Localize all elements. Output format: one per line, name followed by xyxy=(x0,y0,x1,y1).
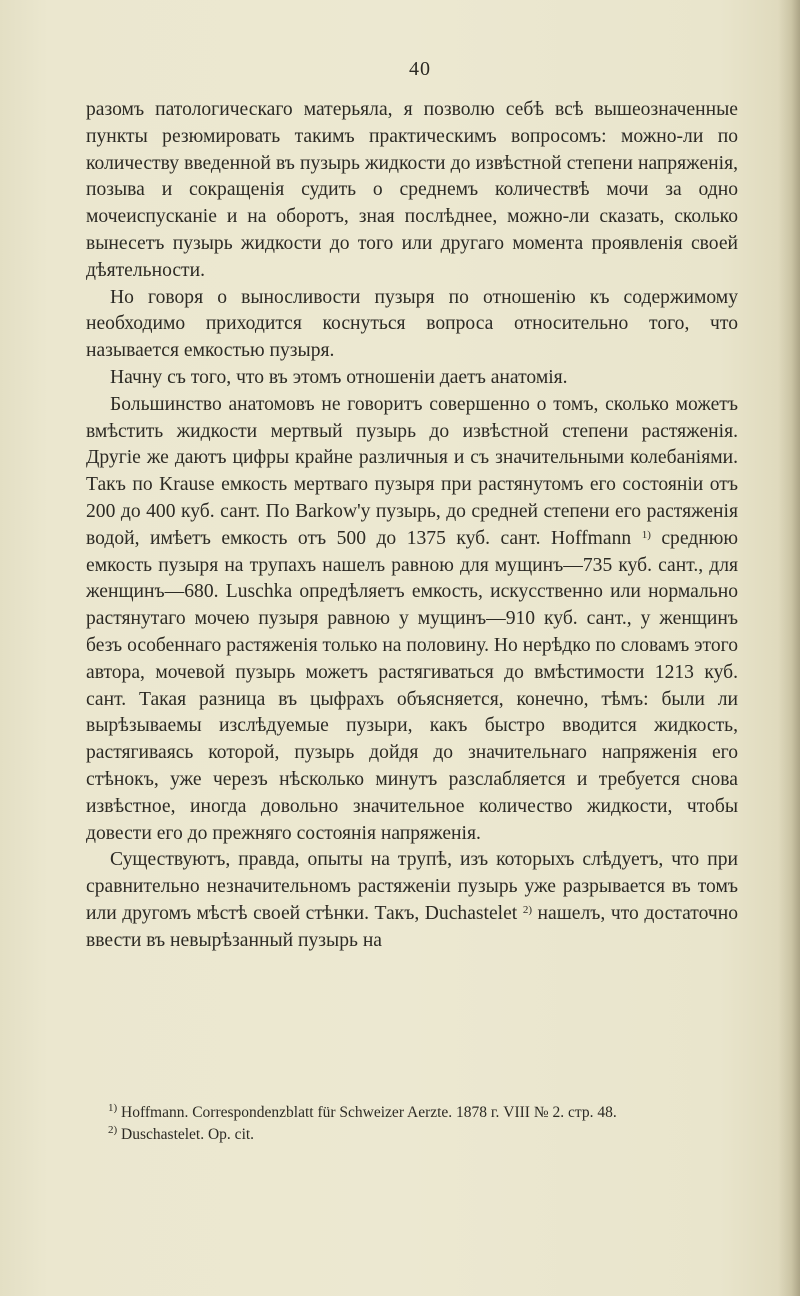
footnote xyxy=(86,1124,738,1146)
footnotes xyxy=(86,1102,738,1146)
footnote-ref: 1) xyxy=(641,528,651,541)
footnote-mark: 1) xyxy=(108,1102,118,1114)
footnote-text: Hoffmann. Correspondenzblatt für Schweizer Aerzte. 1878 г. VIII № 2. стр. 48. xyxy=(121,1104,617,1121)
paragraph xyxy=(86,392,738,848)
page-number: 40 xyxy=(409,58,431,80)
paragraph-text: Большинство анатомовъ не говоритъ совершенно о томъ, сколько можетъ вмѣстить жидкости мертвый пузырь до извѣстной степени растяженія. Другіе же даютъ цифры крайне различныя и съ значительными колебаніями. Такъ по Krause емкость мертваго пузыря при растянутомъ его состояніи отъ 200 до 400 куб. сант. По Barkow'у пузырь, до средней степени его растяженія водой, имѣетъ емкость отъ 500 до 1375 куб. сант. Hoffmann xyxy=(86,393,738,549)
footnote-mark: 2) xyxy=(108,1124,118,1136)
main-text xyxy=(86,97,738,955)
paragraph-text: Но говоря о выносливости пузыря по отношенію къ содержимому необходимо приходится коснуться вопроса относительно того, что называется емкостью пузыря. xyxy=(86,286,738,362)
paragraph-text: среднюю емкость пузыря на трупахъ нашелъ равною для мущинъ—735 куб. сант., для женщинъ—680. Luschka опредѣляетъ емкость, искусственно или нормально растянутаго мочею пузыря равною у мущинъ—910 куб. сант., у женщинъ безъ особеннаго растяженія только на половину. Но нерѣдко по словамъ этого автора, мочевой пузырь можетъ растягиваться до вмѣстимости 1213 куб. сант. Такая разница въ цыфрахъ объясняется, конечно, тѣмъ: были ли вырѣзываемы изслѣдуемые пузыри, какъ быстро вводится жидкость, растягиваясь которой, пузырь дойдя до значительнаго напряженія его стѣнокъ, уже черезъ нѣсколько минутъ разслабляется и требуется снова извѣстное, иногда довольно значительное количество жидкости, чтобы довести его до прежняго состоянія напряженія. xyxy=(86,527,738,844)
paragraph xyxy=(86,285,738,365)
paragraph-text: разомъ патологическаго матерьяла, я позволю себѣ всѣ вышеозначенные пункты резюмировать такимъ практическимъ вопросомъ: можно-ли по количеству введенной въ пузырь жидкости до извѣстной степени напряженія, позыва и сокращенія судить о среднемъ количествѣ мочи за одно мочеиспусканіе и на оборотъ, зная послѣднее, можно-ли сказать, сколько вынесетъ пузырь жидкости до того или другаго момента проявленія своей дѣятельности. xyxy=(86,99,738,281)
page-edge-shadow xyxy=(778,0,800,1296)
paragraph xyxy=(86,847,738,954)
paragraph-text: Начну съ того, что въ этомъ отношеніи даетъ анатомія. xyxy=(110,366,568,388)
paragraph xyxy=(86,365,738,392)
paragraph-text: нашелъ, что достаточно ввести въ невырѣзанный пузырь на xyxy=(86,902,739,951)
footnote-text: Duschastelet. Op. cit. xyxy=(121,1126,255,1143)
footnote-ref: 2) xyxy=(522,903,532,916)
paragraph-text: Существуютъ, правда, опыты на трупѣ, изъ которыхъ слѣдуетъ, что при сравнительно незначительномъ растяженіи пузырь уже разрывается въ томъ или другомъ мѣстѣ своей стѣнки. Такъ, Duchastelet xyxy=(86,849,738,924)
paragraph xyxy=(86,97,738,285)
footnote xyxy=(86,1102,738,1124)
